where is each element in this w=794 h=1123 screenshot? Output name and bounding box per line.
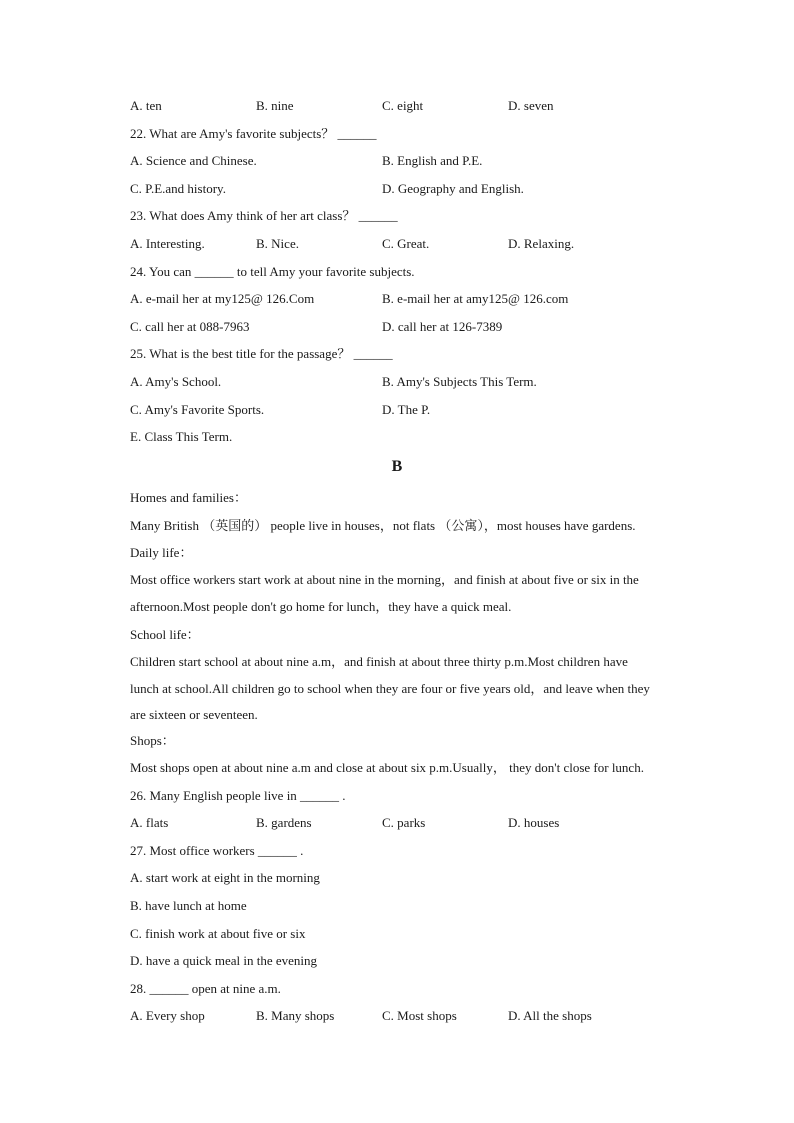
q24-option-d: D. call her at 126-7389 — [382, 319, 503, 334]
q24-question: 24. You can ______ to tell Amy your favorite subjects. — [130, 264, 415, 279]
q27-question: 27. Most office workers ______ . — [130, 843, 304, 858]
q21-option-a: A. ten — [130, 98, 162, 113]
q25-option-d: D. The P. — [382, 402, 431, 417]
passage-heading-school: School life： — [130, 627, 200, 642]
q28-option-d: D. All the shops — [508, 1008, 592, 1023]
q22-option-c: C. P.E.and history. — [130, 181, 226, 196]
passage-line: Most office workers start work at about nine in the morning，and finish at about five or six in the — [130, 572, 639, 587]
q23-option-d: D. Relaxing. — [508, 236, 575, 251]
q25-option-a: A. Amy's School. — [130, 374, 222, 389]
q27-option-b: B. have lunch at home — [130, 898, 247, 913]
q23-question: 23. What does Amy think of her art class？ ______ — [130, 208, 398, 223]
q28-question: 28. ______ open at nine a.m. — [130, 981, 281, 996]
q26-option-c: C. parks — [382, 815, 426, 830]
q23-option-c: C. Great. — [382, 236, 430, 251]
passage-line: lunch at school.All children go to school when they are four or five years old，and leave when they — [130, 681, 650, 696]
q28-option-c: C. Most shops — [382, 1008, 457, 1023]
q25-option-e: E. Class This Term. — [130, 429, 233, 444]
passage-heading-homes: Homes and families： — [130, 490, 247, 505]
passage-heading-daily: Daily life： — [130, 545, 193, 560]
q21-option-b: B. nine — [256, 98, 294, 113]
q23-option-b: B. Nice. — [256, 236, 299, 251]
q27-option-d: D. have a quick meal in the evening — [130, 953, 317, 968]
q24-option-a: A. e-mail her at my125@ 126.Com — [130, 291, 315, 306]
passage-line: Many British （英国的） people live in houses，not flats （公寓），most houses have gardens. — [130, 518, 636, 533]
q22-option-b: B. English and P.E. — [382, 153, 483, 168]
passage-line: afternoon.Most people don't go home for lunch，they have a quick meal. — [130, 599, 512, 614]
section-heading: B — [391, 458, 403, 475]
q25-option-b: B. Amy's Subjects This Term. — [382, 374, 537, 389]
q22-option-d: D. Geography and English. — [382, 181, 524, 196]
q25-question: 25. What is the best title for the passage？ ______ — [130, 346, 393, 361]
q26-question: 26. Many English people live in ______ . — [130, 788, 346, 803]
passage-line: Most shops open at about nine a.m and close at about six p.m.Usually， they don't close for lunch. — [130, 760, 644, 775]
q24-option-b: B. e-mail her at amy125@ 126.com — [382, 291, 569, 306]
q28-option-a: A. Every shop — [130, 1008, 205, 1023]
passage-line: Children start school at about nine a.m，and finish at about three thirty p.m.Most children have — [130, 654, 628, 669]
passage-line: are sixteen or seventeen. — [130, 707, 258, 722]
q27-option-c: C. finish work at about five or six — [130, 926, 306, 941]
q21-option-c: C. eight — [382, 98, 424, 113]
passage-heading-shops: Shops： — [130, 733, 175, 748]
q27-option-a: A. start work at eight in the morning — [130, 870, 320, 885]
q28-option-b: B. Many shops — [256, 1008, 335, 1023]
q25-option-c: C. Amy's Favorite Sports. — [130, 402, 265, 417]
q23-option-a: A. Interesting. — [130, 236, 205, 251]
q22-option-a: A. Science and Chinese. — [130, 153, 257, 168]
q26-option-d: D. houses — [508, 815, 560, 830]
q22-question: 22. What are Amy's favorite subjects？ ______ — [130, 126, 377, 141]
q26-option-b: B. gardens — [256, 815, 312, 830]
q26-option-a: A. flats — [130, 815, 169, 830]
q24-option-c: C. call her at 088-7963 — [130, 319, 250, 334]
q21-option-d: D. seven — [508, 98, 554, 113]
